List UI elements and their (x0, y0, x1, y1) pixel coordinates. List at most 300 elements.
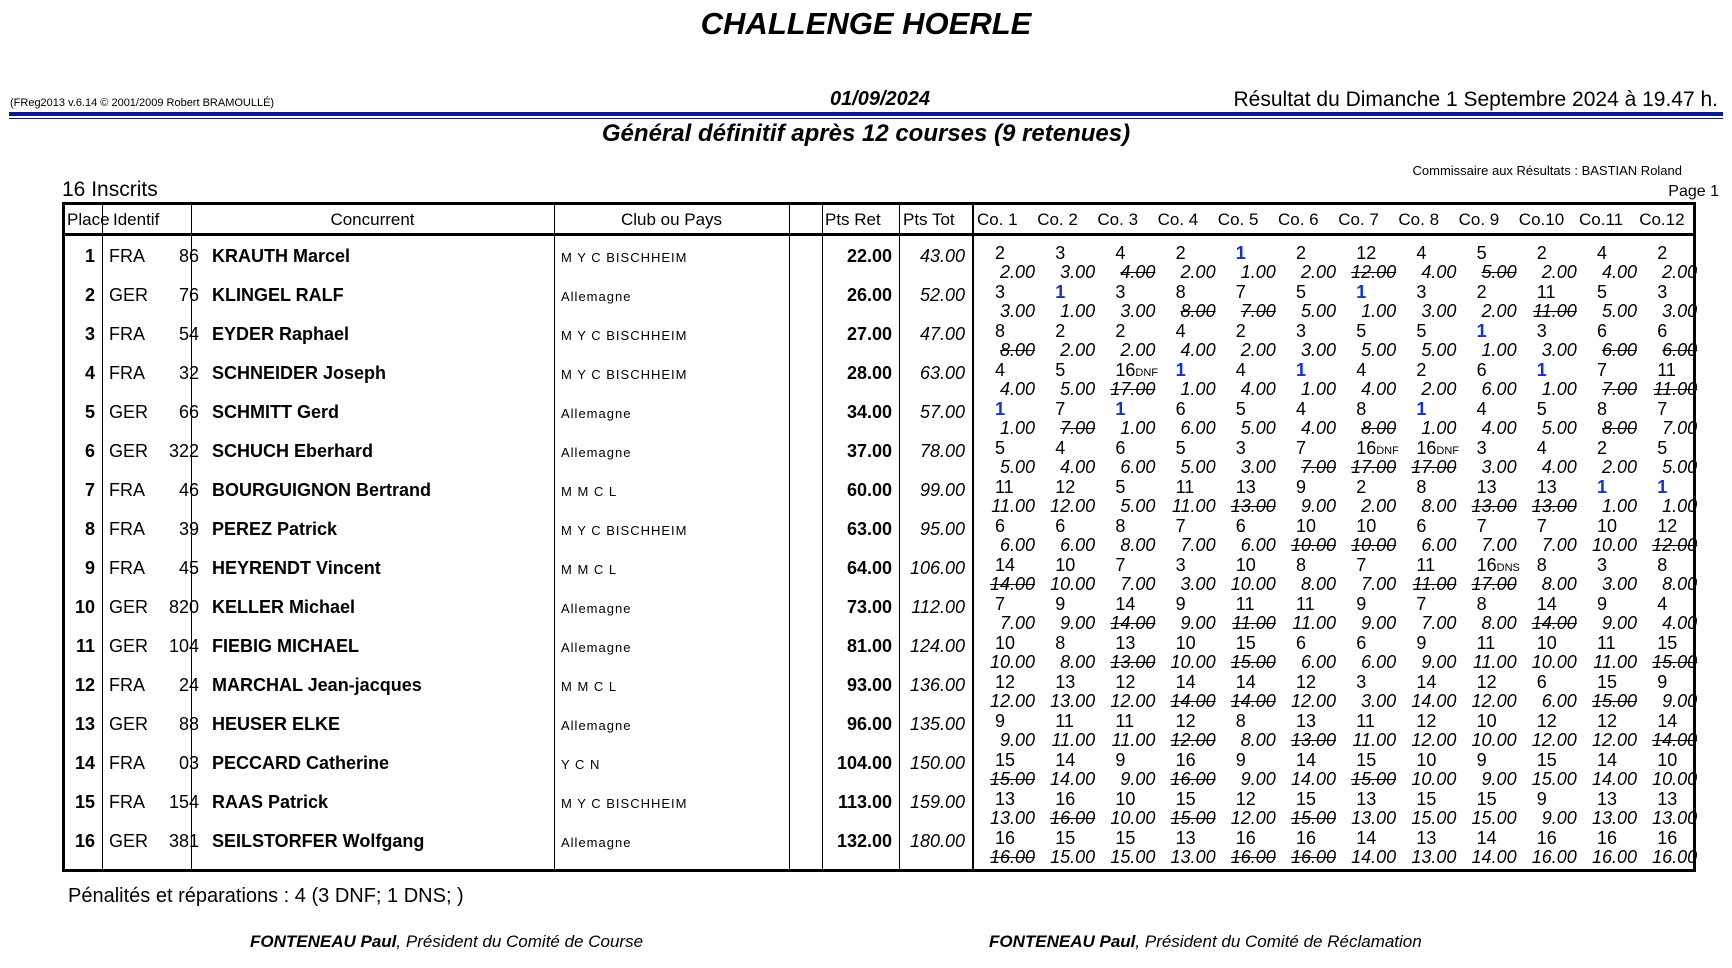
row-competitor: MARCHAL Jean-jacques (212, 675, 422, 695)
header-race: Co. 3 (1097, 210, 1139, 229)
race-cell (1035, 438, 1095, 477)
race-points: 4.00 (1481, 418, 1517, 438)
row-pts-ret: 64.00 (846, 558, 892, 578)
table-row (65, 282, 1698, 321)
race-position: 15 (1536, 750, 1557, 770)
table-row (65, 438, 1698, 477)
row-club: Allemagne (561, 289, 632, 304)
race-points: 15.00 (1411, 808, 1457, 828)
race-cell (1216, 633, 1276, 672)
race-points: 10.00 (1170, 652, 1216, 672)
row-competitor: PECCARD Catherine (212, 753, 390, 773)
race-cell (1577, 828, 1637, 867)
race-cell (1396, 516, 1456, 555)
race-points-discarded: 10.00 (1351, 535, 1397, 555)
race-cell (1637, 360, 1697, 399)
race-position: 6 (1296, 633, 1307, 653)
race-points: 12.00 (1050, 496, 1096, 516)
race-points-discarded: 17.00 (1471, 574, 1517, 594)
race-position (1356, 438, 1399, 459)
row-country: FRA (109, 558, 145, 578)
row-country: FRA (109, 324, 145, 344)
row-pts-tot: 95.00 (919, 519, 965, 539)
race-points: 6.00 (1300, 652, 1336, 672)
race-points-discarded: 15.00 (1230, 652, 1276, 672)
race-position: 10 (1175, 633, 1196, 653)
race-cell (1095, 672, 1155, 711)
race-points: 10.00 (1471, 730, 1517, 750)
race-position: 5 (995, 438, 1006, 458)
race-cell (975, 672, 1035, 711)
race-points: 5.00 (1300, 301, 1336, 321)
race-cell (1276, 672, 1336, 711)
race-position: 13 (995, 789, 1016, 809)
row-sail-number: 88 (178, 714, 199, 734)
race-cell (1156, 477, 1216, 516)
row-country: GER (109, 597, 149, 617)
race-position: 8 (1296, 555, 1307, 575)
race-cell (975, 243, 1035, 282)
header-race: Co. 7 (1338, 210, 1379, 229)
race-cell (1095, 750, 1155, 789)
race-position: 15 (1356, 750, 1377, 770)
race-position (1477, 555, 1520, 576)
race-points: 6.00 (1421, 535, 1457, 555)
race-points: 1.00 (1601, 496, 1637, 516)
race-cell (1095, 243, 1155, 282)
race-position: 1 (1536, 360, 1547, 380)
race-cell (1336, 828, 1396, 867)
race-cell (1035, 711, 1095, 750)
race-position: 2 (1055, 321, 1066, 341)
race-position: 2 (1115, 321, 1126, 341)
race-position: 7 (1597, 360, 1608, 380)
race-position: 13 (1657, 789, 1678, 809)
race-points: 2.00 (1120, 340, 1156, 360)
race-cell (1457, 633, 1517, 672)
race-cell (1035, 399, 1095, 438)
race-position: 9 (1296, 477, 1307, 497)
row-country: FRA (109, 246, 145, 266)
race-points-discarded: 7.00 (1060, 418, 1096, 438)
row-country: FRA (109, 363, 145, 383)
race-position: 8 (1175, 282, 1186, 302)
race-position: 15 (1597, 672, 1618, 692)
race-points: 14.00 (1290, 769, 1336, 789)
race-position: 6 (1597, 321, 1608, 341)
race-position: 5 (1536, 399, 1547, 419)
race-position: 11 (1055, 711, 1074, 731)
row-country: FRA (109, 753, 145, 773)
race-points: 8.00 (1300, 574, 1336, 594)
race-cell (1517, 243, 1577, 282)
race-cell (1095, 555, 1155, 594)
race-position: 9 (1416, 633, 1427, 653)
race-points: 5.00 (1541, 418, 1577, 438)
race-position: 15 (1657, 633, 1678, 653)
race-position: 8 (1536, 555, 1547, 575)
race-points: 5.00 (1060, 379, 1096, 399)
race-points: 1.00 (1060, 301, 1096, 321)
row-sail-number: 86 (178, 246, 199, 266)
race-position: 1 (1115, 399, 1126, 419)
race-position: 9 (995, 711, 1006, 731)
race-cell (1577, 750, 1637, 789)
row-sail-number: 66 (178, 402, 199, 422)
row-club: Allemagne (561, 640, 632, 655)
race-position: 1 (1657, 477, 1668, 497)
race-points: 12.00 (1110, 691, 1156, 711)
race-position: 2 (1356, 477, 1367, 497)
race-points: 3.00 (999, 301, 1035, 321)
race-points-discarded: 17.00 (1351, 457, 1397, 477)
row-pts-tot: 180.00 (909, 831, 965, 851)
race-points: 2.00 (1300, 262, 1336, 282)
row-competitor: HEUSER ELKE (212, 714, 341, 734)
race-points: 4.00 (1361, 379, 1397, 399)
race-points: 3.00 (1601, 574, 1637, 594)
race-cell (1216, 672, 1276, 711)
race-position: 4 (1235, 360, 1246, 380)
race-cell (1095, 321, 1155, 360)
race-points: 4.00 (1421, 262, 1457, 282)
race-position: 8 (1356, 399, 1367, 419)
race-points-discarded: 13.00 (1531, 496, 1577, 516)
race-points-discarded: 8.00 (1180, 301, 1216, 321)
race-points: 1.00 (1180, 379, 1216, 399)
race-position: 2 (1235, 321, 1246, 341)
race-points: 10.00 (989, 652, 1035, 672)
race-position: 6 (1235, 516, 1246, 536)
race-cell (975, 828, 1035, 867)
race-cell (1216, 399, 1276, 438)
race-position: 7 (1175, 516, 1186, 536)
row-country: FRA (109, 519, 145, 539)
race-cell (1095, 828, 1155, 867)
row-place: 9 (84, 558, 95, 578)
race-position: 16 (1175, 750, 1196, 770)
row-pts-tot: 99.00 (919, 480, 965, 500)
race-position: 15 (1115, 828, 1136, 848)
race-points: 5.00 (1361, 340, 1397, 360)
table-row (65, 555, 1698, 594)
race-position: 7 (1055, 399, 1066, 419)
race-cell (1276, 438, 1336, 477)
row-pts-tot: 63.00 (919, 363, 965, 383)
race-position: 10 (1115, 789, 1136, 809)
race-points: 4.00 (1541, 457, 1577, 477)
race-position: 11 (995, 477, 1014, 497)
race-position: 11 (1416, 555, 1436, 575)
race-points-discarded: 13.00 (1110, 652, 1156, 672)
race-position: 12 (995, 672, 1016, 692)
race-position: 10 (995, 633, 1016, 653)
row-sail-number: 154 (168, 792, 199, 812)
race-points: 9.00 (1300, 496, 1336, 516)
race-points: 16.00 (1531, 847, 1577, 867)
race-position: 1 (1175, 360, 1186, 380)
row-place: 14 (74, 753, 95, 773)
row-club: Allemagne (561, 601, 632, 616)
race-position: 5 (1296, 282, 1307, 302)
race-position: 5 (1416, 321, 1427, 341)
race-cell (1396, 633, 1456, 672)
race-position: 3 (995, 282, 1006, 302)
race-position: 11 (1175, 477, 1195, 497)
race-position: 3 (1175, 555, 1186, 575)
race-points: 6.00 (1240, 535, 1276, 555)
race-status-code: DNF (1436, 445, 1460, 457)
race-position: 4 (1356, 360, 1367, 380)
race-cell (1336, 516, 1396, 555)
signature-name: FONTENEAU Paul (989, 932, 1136, 951)
row-club: M M C L (561, 484, 618, 499)
row-pts-tot: 78.00 (919, 441, 965, 461)
race-cell (1457, 282, 1517, 321)
race-position: 7 (995, 594, 1006, 614)
race-position: 3 (1055, 243, 1066, 263)
race-position: 16 (1597, 828, 1618, 848)
race-points: 5.00 (1421, 340, 1457, 360)
signature-protest-committee (989, 932, 1422, 952)
race-cell (1156, 594, 1216, 633)
race-cell (1216, 594, 1276, 633)
race-cell (975, 282, 1035, 321)
race-position: 11 (1296, 594, 1315, 614)
race-position: 10 (1055, 555, 1076, 575)
row-place: 11 (75, 636, 95, 656)
race-points: 2.00 (1601, 457, 1637, 477)
race-cell (1336, 633, 1396, 672)
header-pts-tot: Pts Tot (903, 210, 955, 229)
row-sail-number: 24 (178, 675, 199, 695)
race-cell (1637, 477, 1697, 516)
race-points: 7.00 (1120, 574, 1156, 594)
race-cell (1517, 321, 1577, 360)
row-place: 5 (84, 402, 95, 422)
race-points: 2.00 (1421, 379, 1457, 399)
race-points: 8.00 (1662, 574, 1698, 594)
race-position: 14 (1536, 594, 1557, 614)
race-points-discarded: 15.00 (1170, 808, 1216, 828)
race-cell (1216, 243, 1276, 282)
race-points: 15.00 (1050, 847, 1096, 867)
race-position: 9 (1356, 594, 1367, 614)
race-cell (1577, 594, 1637, 633)
race-points: 6.00 (1060, 535, 1096, 555)
race-cell (1396, 789, 1456, 828)
race-points-discarded: 11.00 (1412, 574, 1457, 594)
race-cell (1095, 438, 1155, 477)
race-points-discarded: 5.00 (1481, 262, 1517, 282)
race-points-discarded: 15.00 (1652, 652, 1698, 672)
race-points: 6.00 (1120, 457, 1156, 477)
race-position: 10 (1416, 750, 1437, 770)
race-cell (1396, 828, 1456, 867)
race-points-discarded: 15.00 (1351, 769, 1397, 789)
race-cell (1095, 594, 1155, 633)
race-cell (975, 633, 1035, 672)
race-cell (1035, 282, 1095, 321)
race-cell (975, 594, 1035, 633)
header-race: Co.12 (1639, 210, 1685, 229)
document-title: CHALLENGE HOERLE (700, 6, 1032, 41)
row-pts-tot: 150.00 (909, 753, 965, 773)
race-position: 11 (1115, 711, 1135, 731)
race-position: 7 (1657, 399, 1668, 419)
race-cell (1637, 711, 1697, 750)
race-cell (1095, 360, 1159, 399)
race-points-discarded: 16.00 (989, 847, 1035, 867)
race-cell (1216, 360, 1276, 399)
race-points-discarded: 12.00 (1351, 262, 1397, 282)
race-cell (975, 711, 1035, 750)
race-points-discarded: 16.00 (1170, 769, 1216, 789)
race-cell (1095, 789, 1155, 828)
race-points: 11.00 (1171, 496, 1216, 516)
race-cell (1216, 516, 1276, 555)
race-points-discarded: 7.00 (1601, 379, 1637, 399)
row-sail-number: 381 (168, 831, 199, 851)
race-position: 13 (1175, 828, 1196, 848)
race-cell (1095, 711, 1155, 750)
race-cell (1276, 750, 1336, 789)
race-position: 12 (1416, 711, 1437, 731)
row-pts-tot: 112.00 (911, 597, 965, 617)
race-points: 3.00 (1421, 301, 1457, 321)
row-sail-number: 820 (168, 597, 199, 617)
race-cell (1035, 321, 1095, 360)
signature-course-committee (250, 932, 643, 952)
race-position: 2 (1657, 243, 1668, 263)
race-position: 10 (1657, 750, 1678, 770)
race-cell (975, 750, 1035, 789)
race-position: 13 (1536, 477, 1557, 497)
table-row (65, 594, 1698, 633)
race-points: 2.00 (1662, 262, 1698, 282)
race-points: 3.00 (1300, 340, 1336, 360)
row-competitor: EYDER Raphael (212, 324, 350, 344)
race-cell (1637, 672, 1697, 711)
race-cell (1396, 282, 1456, 321)
result-timestamp: Résultat du Dimanche 1 Septembre 2024 à 19.47 h. (1233, 88, 1718, 111)
race-position-number: 16 (1416, 438, 1437, 458)
race-cell (1577, 399, 1637, 438)
race-cell (1336, 711, 1396, 750)
race-cell (1035, 516, 1095, 555)
race-cell (1276, 555, 1336, 594)
race-points-discarded: 4.00 (1120, 262, 1156, 282)
row-country: GER (109, 285, 149, 305)
race-cell (1336, 750, 1396, 789)
race-cell (1517, 711, 1577, 750)
race-points: 7.00 (1180, 535, 1216, 555)
row-pts-tot: 57.00 (919, 402, 965, 422)
race-position: 15 (1055, 828, 1076, 848)
race-cell (1156, 321, 1216, 360)
header-race: Co. 5 (1217, 210, 1259, 229)
race-cell (1276, 360, 1336, 399)
race-cell (975, 555, 1035, 594)
race-cell (1577, 360, 1637, 399)
race-points: 9.00 (1361, 613, 1397, 633)
race-cell (1396, 594, 1456, 633)
race-position-number: 16 (1115, 360, 1136, 380)
row-club: M Y C BISCHHEIM (561, 328, 688, 343)
race-position: 16 (1657, 828, 1678, 848)
race-cell (1336, 399, 1396, 438)
race-points: 2.00 (1240, 340, 1276, 360)
row-competitor: SEILSTORFER Wolfgang (212, 831, 425, 851)
race-position: 6 (1356, 633, 1367, 653)
race-position: 1 (1597, 477, 1608, 497)
race-position: 5 (1175, 438, 1186, 458)
race-points: 11.00 (1292, 613, 1336, 633)
race-points: 8.00 (1481, 613, 1517, 633)
race-position: 12 (1657, 516, 1678, 536)
race-points: 5.00 (1180, 457, 1216, 477)
race-cell (1517, 399, 1577, 438)
race-cell (1156, 828, 1216, 867)
race-cell (1517, 672, 1577, 711)
race-points: 12.00 (1471, 691, 1517, 711)
race-position: 13 (1476, 477, 1497, 497)
race-cell (1517, 594, 1577, 633)
race-points: 10.00 (1050, 574, 1096, 594)
race-points: 16.00 (1652, 847, 1698, 867)
row-country: FRA (109, 480, 145, 500)
race-points-discarded: 11.00 (1232, 613, 1276, 633)
row-club: Allemagne (561, 445, 632, 460)
race-cell (1336, 282, 1396, 321)
race-position: 4 (1115, 243, 1126, 263)
race-points: 10.00 (1230, 574, 1276, 594)
entrant-count: 16 Inscrits (62, 178, 158, 201)
race-points: 13.00 (1652, 808, 1698, 828)
race-points: 1.00 (1120, 418, 1156, 438)
race-position: 15 (1296, 789, 1317, 809)
race-position: 8 (1597, 399, 1608, 419)
race-cell (1457, 477, 1517, 516)
race-points: 3.00 (1240, 457, 1276, 477)
race-status-code: DNS (1496, 562, 1520, 574)
race-position: 3 (1356, 672, 1367, 692)
race-cell (1396, 243, 1456, 282)
race-cell (1396, 555, 1456, 594)
race-position: 9 (1235, 750, 1246, 770)
row-country: GER (109, 831, 149, 851)
race-cell (1035, 750, 1095, 789)
race-cell (975, 477, 1035, 516)
race-cell (1396, 360, 1456, 399)
race-position: 13 (1235, 477, 1256, 497)
race-position: 7 (1115, 555, 1126, 575)
table-row (65, 321, 1698, 360)
race-cell (1336, 321, 1396, 360)
race-points: 9.00 (1481, 769, 1517, 789)
header-identif: Identif (113, 210, 160, 229)
race-cell (1577, 438, 1637, 477)
race-cell (1156, 672, 1216, 711)
row-competitor: KELLER Michael (212, 597, 356, 617)
race-points: 5.00 (999, 457, 1035, 477)
race-points: 13.00 (1411, 847, 1457, 867)
race-position: 12 (1356, 243, 1377, 263)
race-points: 4.00 (1180, 340, 1216, 360)
row-place: 1 (84, 246, 95, 266)
race-points: 7.00 (1481, 535, 1517, 555)
race-position: 5 (1657, 438, 1668, 458)
